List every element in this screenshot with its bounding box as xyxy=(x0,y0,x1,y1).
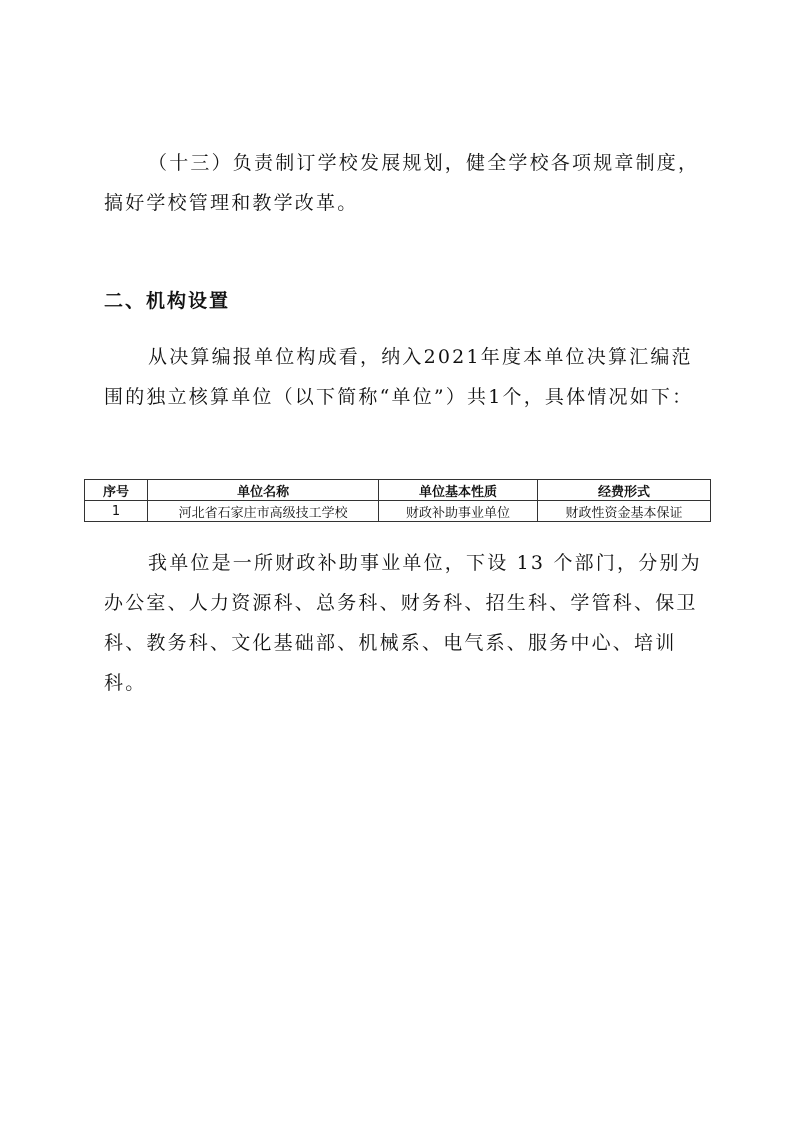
body-paragraph-departments: 我单位是一所财政补助事业单位，下设 13 个部门，分别为办公室、人力资源科、总务科、财务科、招生科、学管科、保卫科、教务科、文化基础部、机械系、电气系、服务中心、培训科。 xyxy=(104,552,702,694)
section-heading: 二、机构设置 xyxy=(104,290,231,312)
header-index: 序号 xyxy=(85,480,148,501)
header-unit-nature: 单位基本性质 xyxy=(379,480,538,501)
header-funding-type: 经费形式 xyxy=(537,480,710,501)
cell-index: 1 xyxy=(85,501,148,522)
header-unit-name: 单位名称 xyxy=(148,480,379,501)
unit-table xyxy=(84,479,711,522)
table-row xyxy=(85,501,711,522)
body-paragraph-duties: （十三）负责制订学校发展规划，健全学校各项规章制度，搞好学校管理和教学改革。 xyxy=(104,152,700,214)
cell-unit-name: 河北省石家庄市高级技工学校 xyxy=(148,501,379,522)
cell-unit-nature: 财政补助事业单位 xyxy=(379,501,538,522)
table-header-row xyxy=(85,480,711,501)
body-paragraph-composition: 从决算编报单位构成看，纳入2021年度本单位决算汇编范围的独立核算单位（以下简称“单位”）共1个，具体情况如下： xyxy=(104,346,694,408)
cell-funding-type: 财政性资金基本保证 xyxy=(537,501,710,522)
